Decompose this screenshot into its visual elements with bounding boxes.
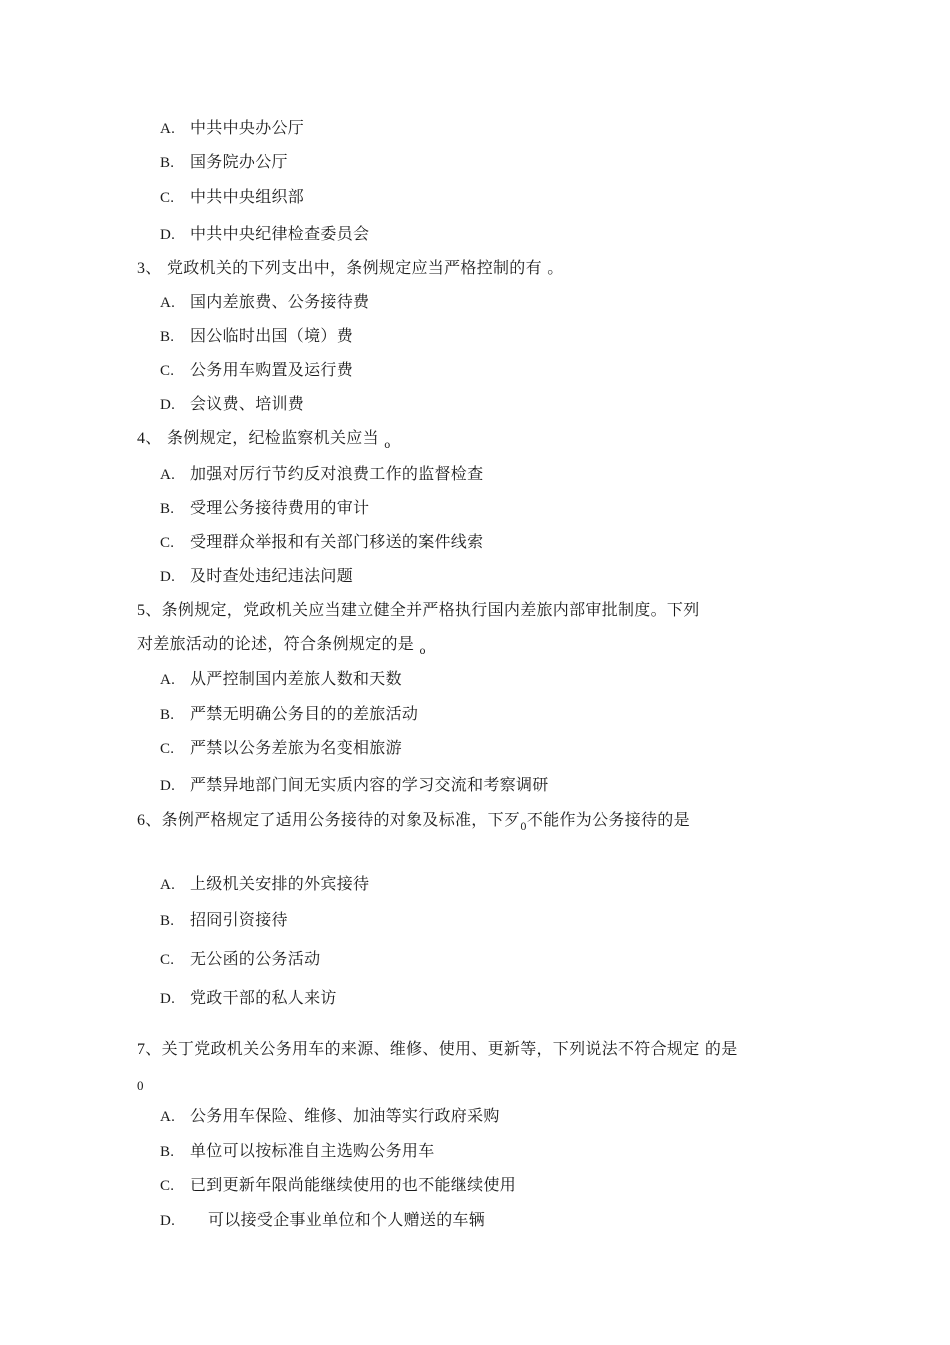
q3-option-d (160, 394, 304, 415)
option-letter: C. (160, 952, 175, 968)
option-letter: D. (160, 397, 176, 413)
q5-option-b (160, 704, 418, 725)
option-text: 党政干部的私人来访 (190, 988, 337, 1007)
q5-option-a (160, 669, 402, 690)
option-text: 可以接受企事业单位和个人赠送的车辆 (208, 1210, 486, 1229)
option-text: 已到更新年限尚能继续使用的也不能继续使用 (190, 1175, 517, 1194)
option-letter: B. (160, 1144, 175, 1160)
option-text: 中共中央办公厅 (190, 118, 305, 137)
q6-option-c (160, 949, 320, 970)
q5-stem-line1 (137, 600, 700, 621)
option-letter: C. (160, 535, 175, 551)
q5-option-c (160, 738, 402, 759)
question-text: 条例规定，党政机关应当建立健全并严格执行国内差旅内部审批制度。下列 (161, 600, 700, 619)
option-text: 国务院办公厅 (190, 152, 288, 171)
option-letter: D. (160, 1213, 176, 1229)
option-letter: D. (160, 778, 176, 794)
q2-option-b (160, 152, 288, 173)
q7-option-d (160, 1210, 485, 1231)
option-letter: C. (160, 741, 175, 757)
option-letter: C. (160, 1178, 175, 1194)
option-text: 中共中央纪律检查委员会 (190, 224, 370, 243)
option-letter: A. (160, 877, 176, 893)
question-tail: o (384, 440, 391, 451)
option-text: 单位可以按标准自主选购公务用车 (190, 1141, 435, 1160)
option-text: 上级机关安排的外宾接待 (190, 874, 370, 893)
question-tail: 0 (137, 1078, 144, 1093)
option-letter: B. (160, 913, 175, 929)
q7-option-c (160, 1175, 516, 1196)
option-text: 受理公务接待费用的审计 (190, 498, 370, 517)
option-text: 严禁以公务差旅为名变相旅游 (190, 738, 402, 757)
question-number: 7、 (137, 1041, 162, 1058)
q3-option-c (160, 360, 353, 381)
option-letter: C. (160, 190, 175, 206)
question-number: 6、 (137, 812, 162, 829)
q3-option-b (160, 326, 353, 347)
q4-option-a (160, 464, 483, 485)
option-letter: B. (160, 329, 175, 345)
q7-stem (137, 1039, 738, 1060)
option-letter: D. (160, 569, 176, 585)
question-number: 4、 (137, 430, 162, 447)
option-letter: A. (160, 467, 176, 483)
q7-stem-tail (137, 1075, 144, 1096)
q5-option-d (160, 775, 549, 796)
option-letter: C. (160, 363, 175, 379)
option-letter: A. (160, 672, 176, 688)
option-letter: D. (160, 227, 176, 243)
option-text: 公务用车购置及运行费 (190, 360, 354, 379)
q6-option-b (160, 910, 288, 931)
q4-option-d (160, 566, 353, 587)
option-text: 中共中央组织部 (190, 187, 305, 206)
q2-option-c (160, 187, 304, 208)
question-text: 关丁党政机关公务用车的来源、维修、使用、更新等，下列说法不符合规定 的是 (161, 1039, 738, 1058)
option-letter: B. (160, 707, 175, 723)
option-letter: A. (160, 295, 176, 311)
q6-option-a (160, 874, 369, 895)
option-letter: B. (160, 501, 175, 517)
option-text: 严禁异地部门间无实质内容的学习交流和考察调研 (190, 775, 549, 794)
q3-option-a (160, 292, 369, 313)
option-text: 受理群众举报和有关部门移送的案件线索 (190, 532, 484, 551)
question-text-cont: 不能作为公务接待的是 (526, 810, 690, 829)
q4-stem (137, 428, 391, 451)
question-number: 3、 (137, 260, 162, 277)
q7-option-b (160, 1141, 435, 1162)
question-subscript: 0 (520, 822, 527, 833)
option-text: 招冏引资接待 (190, 910, 288, 929)
option-text: 严禁无明确公务目的的差旅活动 (190, 704, 419, 723)
q2-option-d (160, 224, 369, 245)
q2-option-a (160, 118, 304, 139)
q3-stem (137, 258, 564, 279)
q7-option-a (160, 1106, 500, 1127)
option-text: 从严控制国内差旅人数和天数 (190, 669, 402, 688)
option-text: 加强对厉行节约反对浪费工作的监督检查 (190, 464, 484, 483)
question-text: 条例严格规定了适用公务接待的对象及标准，下歹 (161, 810, 521, 829)
q4-option-c (160, 532, 483, 553)
q5-stem-line2 (137, 634, 426, 657)
option-text: 无公函的公务活动 (190, 949, 321, 968)
option-text: 公务用车保险、维修、加油等实行政府采购 (190, 1106, 500, 1125)
option-text: 国内差旅费、公务接待费 (190, 292, 370, 311)
option-text: 及时查处违纪违法问题 (190, 566, 354, 585)
q6-stem (137, 810, 690, 833)
question-number: 5、 (137, 602, 162, 619)
question-text: 党政机关的下列支出中，条例规定应当严格控制的有 。 (161, 258, 564, 277)
q4-option-b (160, 498, 369, 519)
option-letter: A. (160, 1109, 176, 1125)
option-letter: B. (160, 155, 175, 171)
question-tail: o (419, 646, 426, 657)
option-letter: A. (160, 121, 176, 137)
option-letter: D. (160, 991, 176, 1007)
q6-option-d (160, 988, 337, 1009)
question-text: 条例规定，纪检监察机关应当 (161, 428, 385, 447)
option-text: 会议费、培训费 (190, 394, 305, 413)
question-text-cont: 对差旅活动的论述，符合条例规定的是 (137, 634, 420, 653)
option-text: 因公临时出国（境）费 (190, 326, 354, 345)
